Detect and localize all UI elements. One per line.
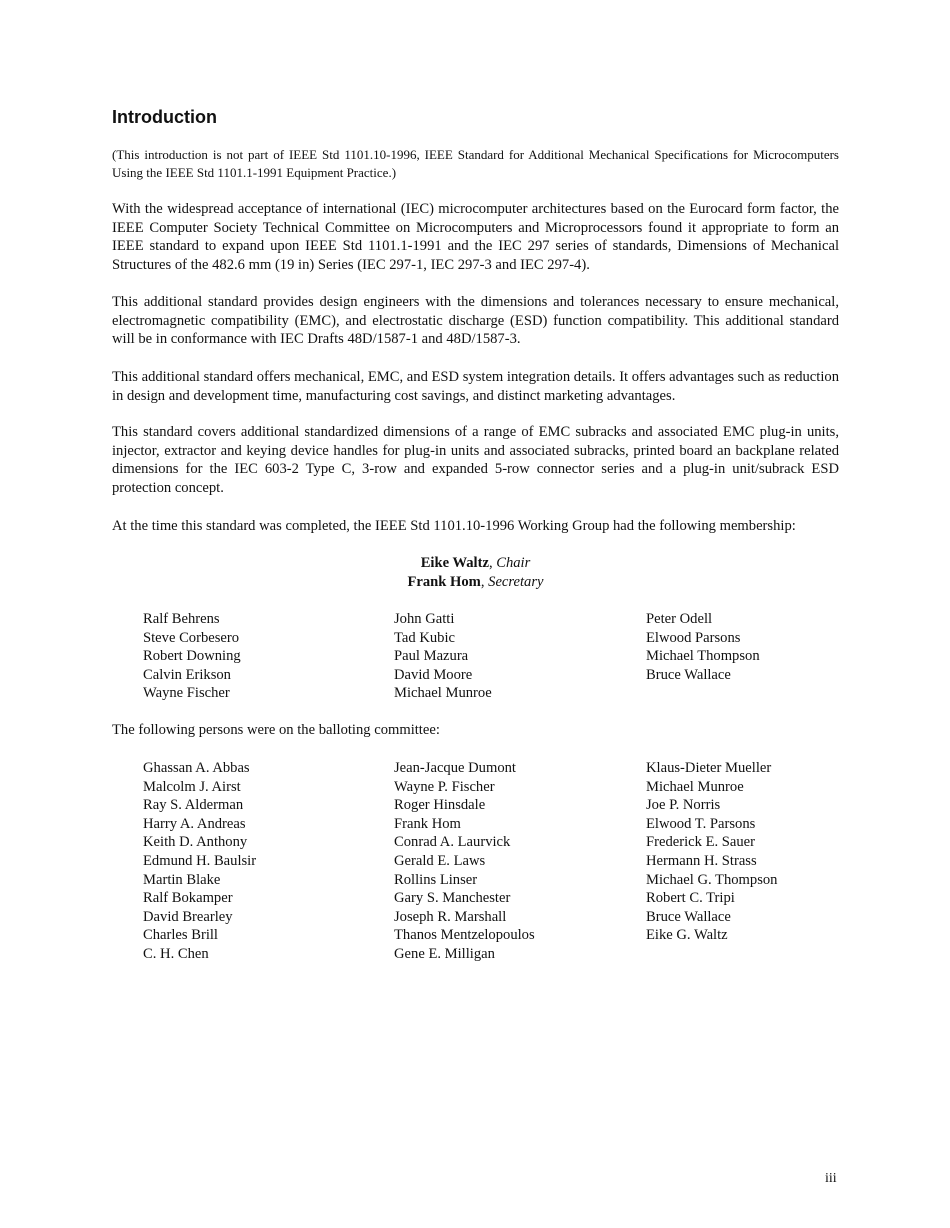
- person-name: Michael Thompson: [646, 648, 760, 665]
- page-number: iii: [825, 1171, 837, 1186]
- person-name: John Gatti: [394, 611, 455, 627]
- person-name: David Brearley: [143, 908, 233, 925]
- person-name: Paul Mazura: [394, 648, 469, 665]
- person-name: Robert Downing: [143, 648, 241, 665]
- chair-name: Eike Waltz: [420, 555, 489, 571]
- working-group-officers: [112, 554, 839, 591]
- person-name: Eike G. Waltz: [646, 927, 728, 944]
- person-name: Ray S. Alderman: [143, 797, 244, 814]
- person-name: Joe P. Norris: [646, 797, 721, 814]
- person-name: Hermann H. Strass: [646, 852, 757, 869]
- person-name: Bruce Wallace: [646, 908, 731, 925]
- ballot-column-1: [143, 759, 256, 964]
- paragraph-purpose: This additional standard provides design engineers with the dimensions and tolerances necessary to ensure mechanical, electromagnetic compatibility (EMC), and electrostatic discharge (ESD) function compatibility. This additional standard will be in conformance with IEC Drafts 48D/1587-1 and 48D/1587-3.: [112, 294, 839, 348]
- person-name: Malcolm J. Airst: [143, 778, 241, 795]
- secretary-name: Frank Hom: [407, 573, 481, 590]
- person-name: Klaus-Dieter Mueller: [646, 760, 772, 776]
- person-name: Keith D. Anthony: [143, 834, 248, 851]
- members-column-1: [143, 610, 241, 703]
- person-name: Wayne P. Fischer: [394, 778, 495, 795]
- person-name: Michael Munroe: [646, 778, 744, 795]
- person-name: Gene E. Milligan: [394, 945, 495, 962]
- person-name: Gerald E. Laws: [394, 852, 486, 869]
- person-name: Peter Odell: [646, 611, 713, 627]
- person-name: Harry A. Andreas: [143, 815, 246, 832]
- person-name: Elwood T. Parsons: [646, 815, 756, 832]
- paragraph-membership-intro: At the time this standard was completed, the IEEE Std 1101.10-1996 Working Group had the following membership:: [112, 518, 796, 534]
- person-name: Joseph R. Marshall: [394, 908, 507, 925]
- person-name: Gary S. Manchester: [394, 890, 511, 907]
- person-name: David Moore: [394, 666, 473, 683]
- person-name: Calvin Erikson: [143, 666, 231, 683]
- ballot-column-2: [394, 759, 535, 964]
- person-name: Jean-Jacque Dumont: [394, 760, 516, 776]
- person-name: Thanos Mentzelopoulos: [394, 927, 535, 944]
- person-name: Michael G. Thompson: [646, 871, 778, 888]
- person-name: Martin Blake: [143, 871, 221, 888]
- chair-role: Chair: [496, 555, 531, 571]
- person-name: Tad Kubic: [394, 629, 455, 646]
- person-name: C. H. Chen: [143, 945, 209, 962]
- person-name: Ghassan A. Abbas: [143, 760, 250, 776]
- chair-line: Eike Waltz, Chair: [420, 555, 531, 571]
- person-name: Rollins Linser: [394, 871, 478, 888]
- members-column-2: [394, 610, 492, 703]
- person-name: Ralf Bokamper: [143, 890, 233, 907]
- person-name: Roger Hinsdale: [394, 797, 486, 814]
- secretary-line: Frank Hom, Secretary: [407, 573, 544, 590]
- ballot-intro: The following persons were on the balloting committee:: [112, 722, 440, 738]
- paragraph-background: With the widespread acceptance of international (IEC) microcomputer architectures based on the Eurocard form factor, the IEEE Computer Society Technical Committee on Microcomputers and Microprocessors found it appropriate to form an IEEE standard to expand upon IEEE Std 1101.1-1991 and the IEC 297 series of standards, Dimensions of Mechanical Structures of the 482.6 mm (19 in) Series (IEC 297-1, IEC 297-3 and IEC 297-4).: [112, 201, 839, 273]
- members-column-3: [646, 610, 760, 684]
- section-heading: Introduction: [112, 107, 217, 127]
- secretary-role: Secretary: [488, 573, 544, 590]
- person-name: Edmund H. Baulsir: [143, 852, 257, 869]
- introduction-note: (This introduction is not part of IEEE Std 1101.10-1996, IEEE Standard for Additional Mechanical Specifications for Microcomputers Using the IEEE Std 1101.1-1991 Equipment Practice.): [112, 147, 839, 180]
- person-name: Conrad A. Laurvick: [394, 834, 511, 851]
- person-name: Charles Brill: [143, 927, 218, 944]
- person-name: Ralf Behrens: [143, 611, 220, 627]
- person-name: Elwood Parsons: [646, 629, 741, 646]
- paragraph-scope: This standard covers additional standardized dimensions of a range of EMC subracks and associated EMC plug-in units, injector, extractor and keying device handles for plug-in units and associated subracks, printed board an backplane related dimensions for the IEC 603-2 Type C, 3-row and expanded 5-row connector series and a plug-in unit/subrack ESD protection concept.: [112, 424, 839, 496]
- document-page: [112, 0, 839, 1228]
- paragraph-advantages: This additional standard offers mechanical, EMC, and ESD system integration details. It offers advantages such as reduction in design and development time, manufacturing cost savings, and distinct marketing advantages.: [112, 369, 839, 404]
- person-name: Robert C. Tripi: [646, 890, 735, 907]
- person-name: Steve Corbesero: [143, 629, 240, 646]
- person-name: Frederick E. Sauer: [646, 834, 756, 851]
- person-name: Wayne Fischer: [143, 685, 230, 702]
- person-name: Bruce Wallace: [646, 666, 731, 683]
- person-name: Michael Munroe: [394, 685, 492, 702]
- person-name: Frank Hom: [394, 815, 461, 832]
- ballot-column-3: [646, 759, 777, 945]
